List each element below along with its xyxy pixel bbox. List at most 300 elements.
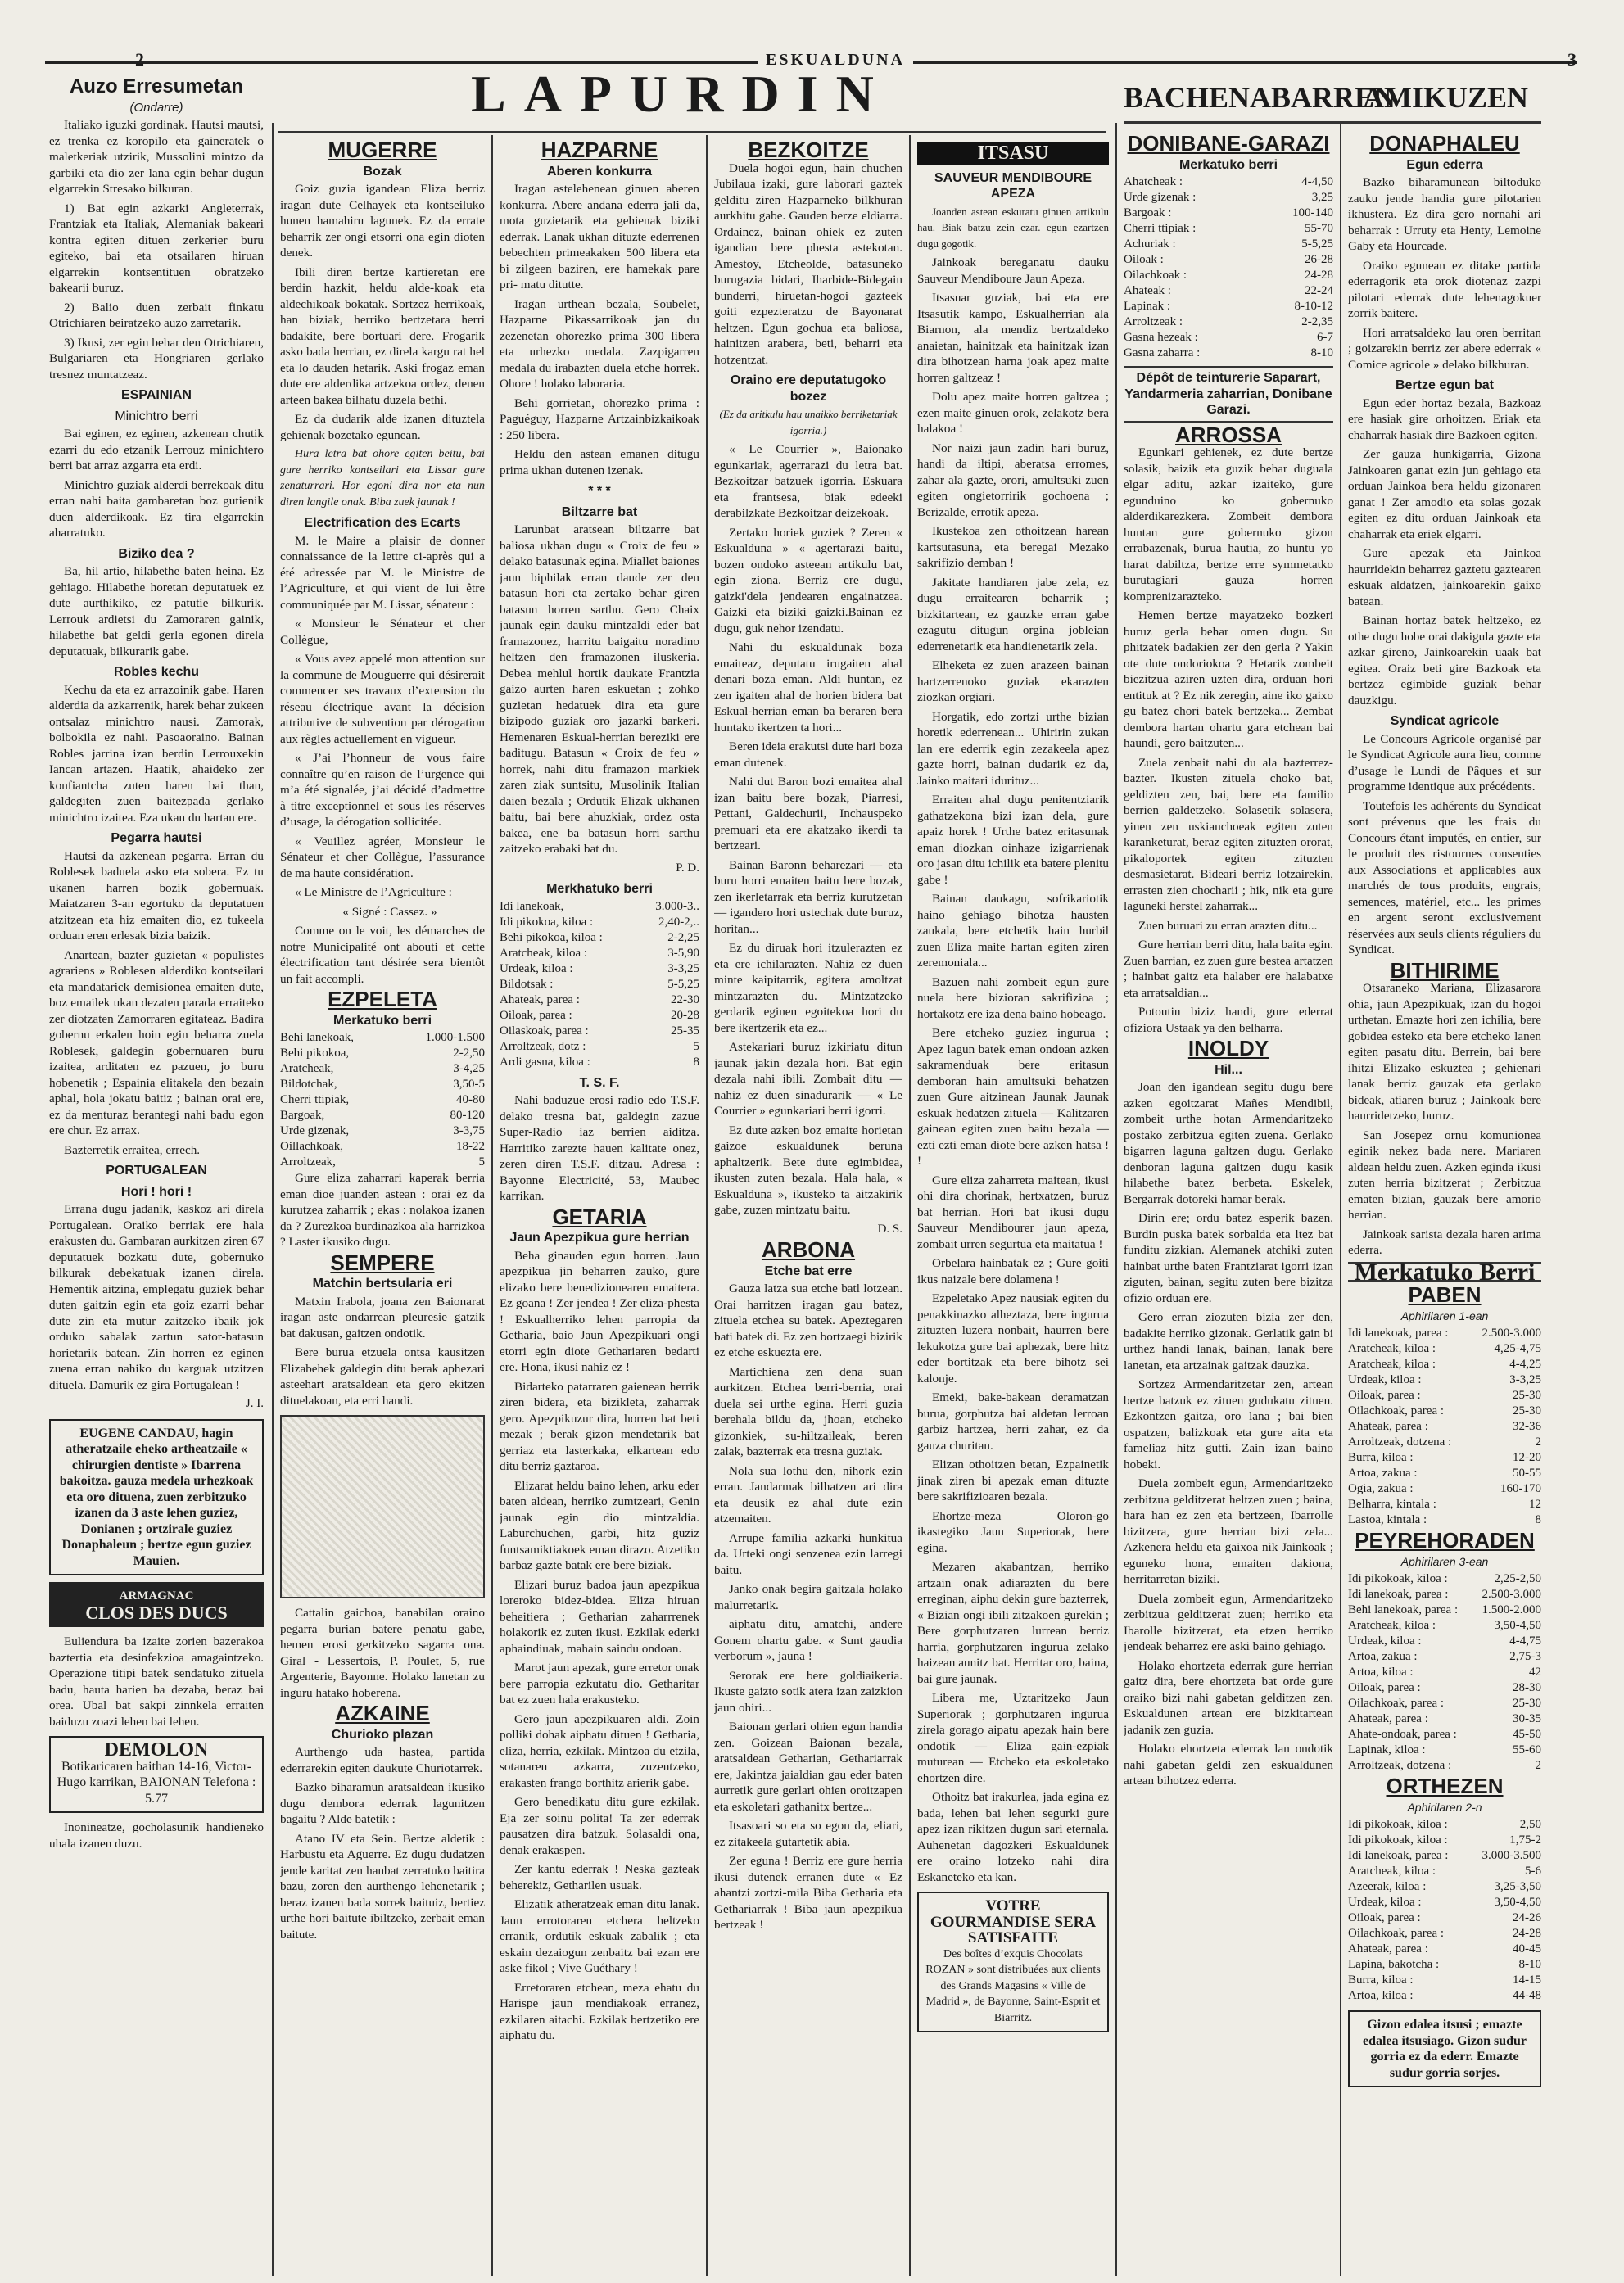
market-price: 3.000-3.500 — [1482, 1849, 1541, 1862]
market-price: 32-36 — [1513, 1420, 1541, 1433]
market-price: 8-10-12 — [1294, 300, 1333, 313]
paragraph: Elizan othoitzen betan, Ezpainetik jinak ziren bi apezak eman dituzte bere sakrifizioaren bezala. — [917, 1458, 1109, 1503]
market-price: 3,25 — [1311, 191, 1333, 204]
paragraph: aiphatu ditu, amatchi, andere Gonem ohartu gabe. « Sunt gaudia verborum », jauna ! — [714, 1617, 902, 1663]
paragraph: Holako ehortzeta ederrak gure herrian gaitz dira, bere ehortzeta bat orde gure oraiko bizi nahi gabetan gelditzen zen. Eskualdunen artean ere bizkitartean jadanik zen guzia. — [1124, 1658, 1333, 1737]
subheading: Aberen konkurra — [546, 164, 653, 179]
section-heading: Merkatuko Berri — [1348, 1262, 1541, 1283]
market-row — [1348, 1988, 1541, 2004]
market-item: Aratcheak, kiloa : — [1348, 1342, 1436, 1355]
market-item: Artoa, zakua : — [1348, 1650, 1418, 1663]
market-price: 1.000-1.500 — [425, 1031, 485, 1044]
subheading: Etche bat erre — [764, 1264, 853, 1278]
market-table — [280, 1030, 485, 1170]
paragraph: Larunbat aratsean biltzarre bat baliosa ukhan dugu « Croix de feu » delako batasunak egina. Miallet baiones jaun biphilak erran daude zer den batasun hori eta zertako behar giren batasun horren sarthu. Gero Chaix jaunak egin dauku mintzaldi eder bat framazonez, harritu baigaitu noradino heltzen den framazonen iluskeria. Debea mehlul hortik daukate Frantzia gaizo aurten haren eskuetan ; zohko guzietan hedatuek dira eta gure bizipodo guziak oro jazarki barkeri. Hemenaren Eskual-herrian bereziki ere baditugu. Batasun « Croix de feu » horrek, nahi ditu framazon markiek zaren ziak suntsitu, Musolinik Italian daien bezala ; Ordutik Elizak ukhanen baitu, bai bere ahuzkiak, ordez osta bakea, ene ba batasun horri sarthu zaitzeko erabaki bat du. — [500, 522, 699, 856]
market-row — [1348, 1341, 1541, 1357]
paragraph: Nahi dut Baron bozi emaitea ahal izan baitu bere bozak, Piarresi, Pettani, Galdechurii, Inchauspeko premuari eta ere akatzako ikerdi ta bertzeari. — [714, 775, 902, 852]
paragraph: Bere burua etzuela ontsa kausitzen Elizabehek galdegin ditu berak aphezari asteehart aratsaldean eta gero ekitzen dituelakoan, eta erri handi. — [280, 1345, 485, 1408]
paragraph: Janko onak begira gaitzala holako malurretarik. — [714, 1582, 902, 1612]
market-item: Urde gizenak, — [280, 1124, 350, 1137]
market-price: 14-15 — [1513, 1973, 1541, 1987]
market-date: Aphirilaren 3-ean — [1400, 1554, 1489, 1568]
paragraph: Gero erran ziozuten bizia zer den, badakite herriko gizonak. Gerlatik gain bi urthez handi lanak, bainan, lanak bere lanetan, eta artzainak gaitzak dauzka. — [1124, 1310, 1333, 1372]
market-item: Cherri ttipiak, — [280, 1093, 350, 1106]
market-row — [500, 961, 699, 977]
market-price: 2.500-3.000 — [1482, 1327, 1541, 1340]
market-item: Belharra, kintala : — [1348, 1498, 1436, 1511]
paragraph: Zer kantu ederrak ! Neska gazteak beherekiz, Getharilen usuak. — [500, 1862, 699, 1892]
paragraph: Potoutin biziz handi, gure ederrat ofiziora Ustaak ya den belharra. — [1124, 1005, 1333, 1035]
subheading: Oraino ere deputatugoko bozez — [730, 373, 887, 404]
market-price: 20-28 — [671, 1008, 699, 1022]
market-price: 3,50-4,50 — [1494, 1896, 1541, 1909]
paragraph: Le Concours Agricole organisé par le Syndicat Agricole aura lieu, comme d’usage le Lundi de Pâques et sur programme identique aux précédents. — [1348, 731, 1541, 793]
market-item: Urdeak, kiloa : — [1348, 1634, 1422, 1648]
paragraph: Bai eginen, ez eginen, azkenean chutik ezarri du edo etzanik Lerrouz minichtero berri bat arraz azgarra eta erdi. — [49, 427, 264, 472]
paragraph: Bidarteko patarraren gaienean herrik ziren bidera, eta bizikleta, zaharrak gero. Apezpikuzur dira, horren bat beti mezak ; berak gizon mendetarik bat gerriaz eta lasterkaka, elkartean edo ditu berriz gaztaroa. — [500, 1379, 699, 1473]
market-price: 100-140 — [1292, 206, 1333, 219]
paragraph: Ez da dudarik alde izanen dituztela gehienak bozetako egunean. — [280, 412, 485, 442]
market-item: Arroltzeak, dotzena : — [1348, 1435, 1452, 1449]
paragraph: « J’ai l’honneur de vous faire connaître qu’en raison de l’urgence qui m’a été signalée, j’ai décidé d’admettre à titre exceptionnel et sous les réserves d’usage, la dérogation sollicitée. — [280, 751, 485, 829]
paragraph: Erretoraren etchean, meza ehatu du Harispe jaun mendiakoak erranez, ezkilaren aitachi. Ezkilak bertzetiko ere aiphatu du. — [500, 1980, 699, 2042]
subheading: Bertze egun bat — [1395, 378, 1494, 392]
article-note: (Ez da aritkulu hau unaikko berriketariak igorria.) — [719, 408, 898, 436]
subheading: Hori ! hori ! — [120, 1184, 192, 1199]
market-item: Idi lanekoak, parea : — [1348, 1849, 1449, 1862]
column-separator — [491, 135, 493, 2276]
column-separator — [1340, 123, 1341, 2276]
market-item: Oiloak, parea : — [1348, 1389, 1421, 1402]
market-price: 1.500-2.000 — [1482, 1603, 1541, 1616]
market-price: 3-3,25 — [667, 961, 699, 975]
paragraph: « Le Courrier », Baionako egunkariak, agerrarazi du letra bat. Bezkoitzar batzuek igorria. Eskuara eta frantsesa, biak edeeki derabilzkate Bezkoitzar deizekoak. — [714, 442, 902, 520]
signature: D. S. — [877, 1222, 902, 1236]
paragraph: Ibili diren bertze kartieretan ere berdin hazkit, heldu alde-koak eta aldechikoak bokatak. Sortzez herrikoak, han biziak, herriko bertzetara herri badakite, bere bortuari dere. Frogarik asko bada herrian, ez direla kargu rat hel eta lo dauden hetarik. Aski frogaz eman dute ere alderdika artzekoa ordez, denen arteen bakea bilhatu duzela bethi. — [280, 264, 485, 407]
column-separator — [706, 135, 708, 2276]
market-item: Oilachkoak, parea : — [1348, 1404, 1445, 1417]
page-title: LAPURDIN — [471, 65, 892, 123]
market-row — [280, 1030, 485, 1046]
subheading: Syndicat agricole — [1390, 714, 1500, 728]
market-date: Aphirilaren 1-ean — [1400, 1309, 1489, 1322]
market-item: Achuriak : — [1124, 237, 1176, 251]
market-item: Arroltzeak, dotzena : — [1348, 1759, 1452, 1772]
paragraph: Duela hogoi egun, hain chuchen Jubilaua izaki, gure laborari gaztek gelditu ziren Hazparneko bilkhuran aurkhitu gabe. Gauden berze eldiarra. Ordainez, bainan ohiek ez zuten igandian bere phesta astekotan. Amestoy, Etcheolde, batasuneko burugazia bidari, Iharbide-Bidegain bunderri, hiruetan-hogoi gazteek goiti ezpezteratzu de Bayonarat heltzen. Egun gochua eta baliosa, hainitzen arabera, beti, beharri eta hotzentzat. — [714, 160, 902, 367]
paragraph: 1) Bat egin azkarki Angleterrak, Frantziak eta Italiak, Alemaniak bakeari kontra egiten dituen zerkerier buru egiteko, bai eta otsailaren hiruan elgarrekin kontsentituen obratzeko bakearii buruz. — [49, 201, 264, 295]
market-price: 3.000-3.. — [655, 899, 699, 913]
market-row — [1348, 1879, 1541, 1895]
paragraph: Nahi baduzue erosi radio edo T.S.F. delako tresna bat, galdegin zazue Super-Radio iaz berrien aiditza. Harritiko zarezte hauen kalitate onez, zeren diren T.S.F. ditzau. Adresa : Bayonne Electricité, 53, Maubec karrikan. — [500, 1093, 699, 1203]
market-row — [1348, 1326, 1541, 1341]
market-row — [280, 1155, 485, 1170]
section-heading: ESPAINIAN — [121, 388, 192, 402]
advertisement: Gizon edalea itsusi ; emazte edalea itsusiago. Gizon sudur gorria ez da ederr. Emazte sudur gorria sorjes. — [1348, 2010, 1541, 2087]
column-6 — [1124, 131, 1333, 2276]
market-item: Ahate-ondoak, parea : — [1348, 1728, 1457, 1741]
subheading: Pegarra hautsi — [111, 831, 202, 845]
market-row — [500, 899, 699, 915]
paragraph: Orbelara hainbatak ez ; Gure goiti ikus naizale bere dolamena ! — [917, 1256, 1109, 1286]
market-item: Ahateak : — [1124, 284, 1171, 297]
market-price: 3-5,90 — [667, 946, 699, 960]
paragraph: Itsasoari so eta so egon da, eliari, ez zitakeela gutartetik abia. — [714, 1819, 902, 1849]
market-item: Behi lanekoak, parea : — [1348, 1603, 1459, 1616]
market-price: 3,50-4,50 — [1494, 1619, 1541, 1632]
market-item: Ahateak, parea : — [1348, 1712, 1428, 1725]
market-row — [1348, 1450, 1541, 1466]
market-price: 4-4,75 — [1509, 1634, 1541, 1648]
subheading: Robles kechu — [113, 665, 200, 679]
market-item: Azeerak, kiloa : — [1348, 1880, 1427, 1893]
market-row — [1124, 346, 1333, 361]
paragraph: Holako ehortzeta ederrak lan ondotik nahi gabetan geldi zen eskualdunen artean bihotzez ederra. — [1124, 1742, 1333, 1788]
market-price: 5 — [693, 1039, 699, 1053]
town-heading: PABEN — [1408, 1282, 1482, 1307]
subheading: Biziko dea ? — [118, 546, 195, 561]
paragraph: Marot jaun apezak, gure erretor onak bere parropia ezkutatu dio. Getharitar bat ez zuen hala erakusteko. — [500, 1661, 699, 1707]
market-price: 2-2,50 — [453, 1047, 485, 1060]
market-item: Urdeak, kiloa : — [500, 961, 573, 975]
subheading: Jaun Apezpikua gure herrian — [509, 1231, 690, 1245]
market-row — [1348, 1942, 1541, 1957]
column-separator — [909, 135, 911, 2276]
paragraph: Jakitate handiaren jabe zela, ez dugu erraitearen beharrik ; bizkitartean, ez gauzke erran gabe ezagutu ditugun orgina jobleian ederrenetarik eta handienetarik zela. — [917, 575, 1109, 653]
market-item: Oiloak, parea : — [500, 1008, 572, 1022]
market-row — [280, 1092, 485, 1108]
market-row — [1348, 1957, 1541, 1973]
advertisement: EUGENE CANDAU, hagin atheratzaile eheko artheatzaile « chirurgien dentiste » Ibarrena bakoitza. gauza medela urhezkoak eta oro dituena, zuen zerbitzuko izanen da 3 aste lehen guziez, Donianen ; ortzirale guziez Donaphaleun ; bertze egun guziez Mauien. — [49, 1419, 264, 1576]
market-price: 8 — [1535, 1513, 1541, 1526]
market-price: 3-4,25 — [453, 1062, 485, 1075]
subheading: Merkhatuko berri — [546, 882, 653, 896]
market-row — [1348, 1618, 1541, 1634]
market-item: Aratcheak, — [280, 1062, 334, 1075]
market-item: Oillachkoak, — [280, 1140, 344, 1153]
market-item: Artoa, kiloa : — [1348, 1989, 1414, 2002]
paragraph: Zuela zenbait nahi du ala bazterrez-bazter. Ikusten zituela choko bat, geldizten zen, bai, bere eta familio berrien galdetzeko. Solasetik solasera, yinen zen uskianchoeak egiten zuten karanketurat, beraz egiten zituzten ororat, pikaloportek egiten zituzten desmasietarat. Bideari berriz lotzairekin, errasten zien chocharii ; hik, nik eta gure laguneki herstel zaharrak... — [1124, 755, 1333, 913]
market-row — [1124, 237, 1333, 252]
market-row — [500, 1008, 699, 1024]
market-item: Aratcheak, kiloa : — [1348, 1358, 1436, 1371]
paragraph: Zer eguna ! Berriz ere gure herria ikusi dutenek erranen dute « Ez ahantzi zortzi-mila Biba Getharia eta Gethariarrak ! Biba jaun apezpikua bertzeak ! — [714, 1854, 902, 1932]
market-price: 2,75-3 — [1509, 1650, 1541, 1663]
market-row — [1348, 1512, 1541, 1528]
subheading: T. S. F. — [579, 1075, 620, 1090]
market-price: 5-5,25 — [1301, 237, 1333, 251]
market-item: Arroltzeak, — [280, 1155, 336, 1169]
town-heading: AZKAINE — [335, 1701, 430, 1725]
paragraph: Elheketa ez zuen arazeen bainan hartzerrenoko guziak ekarazten ziozkan orgiari. — [917, 658, 1109, 704]
paragraph: « Vous avez appelé mon attention sur la commune de Mouguerre qui désirerait commencer ses travaux d’extension du réseau électrique avant la décision attributive de subvention par dérogation aux règles actuellement en vigueur. — [280, 652, 485, 746]
market-item: Idi lanekoak, parea : — [1348, 1327, 1449, 1340]
market-price: 3,50-5 — [453, 1078, 485, 1091]
market-row — [280, 1123, 485, 1139]
market-row — [280, 1108, 485, 1123]
town-heading: HAZPARNE — [541, 138, 658, 162]
subheading: Merkatuko berri — [1178, 157, 1278, 172]
town-heading: ARROSSA — [1174, 422, 1282, 447]
market-table — [500, 899, 699, 1070]
paragraph: Errana dugu jadanik, kaskoz ari direla Portugalean. Oraiko berriak ere hala erakusten du. Gambaran aurkitzen ziren 67 deputatuek bozkatu dute, gobernuko bilkurak debekatuak izanen direla. Hementik aitzina, emplegatu guziek behar duten gaitzin egin eta goiz ezarri behar dute zin eta mutur zaitzeko ibaik jok orduko sabalak zartun sator-batasun horietarik batean. Zin horren ez eginen zuena erran nahiko du karguak utzitzen dituela. Damurik ez gira Portugalean ! — [49, 1202, 264, 1392]
market-item: Artoa, zakua : — [1348, 1467, 1418, 1480]
market-row — [500, 977, 699, 992]
signature: P. D. — [676, 861, 699, 875]
paragraph: Emeki, bake-bakean deramatzan burua, gorphutza bai aldetan lerroan garbiz hartzea, herri zahar, ez da gauza churitan. — [917, 1390, 1109, 1453]
market-table — [1348, 1817, 1541, 2004]
paragraph: Bazko biharamunean biltoduko zauku jende handia gure pilotarien ikhustera. Ez dira gero nornahi ari beharrak : Urruty eta Henty, Lemoine Gaby eta Hourcade. — [1348, 175, 1541, 253]
paragraph: Beren ideia erakutsi dute hari boza eman dutenek. — [714, 739, 902, 770]
market-row — [1348, 1665, 1541, 1680]
market-price: 28-30 — [1513, 1681, 1541, 1694]
market-item: Urdeak, kiloa : — [1348, 1896, 1422, 1909]
market-price: 50-55 — [1513, 1467, 1541, 1480]
market-row — [1348, 1497, 1541, 1512]
quote: Hura letra bat ohore egiten beitu, bai gure herriko kontseilari eta Lissar gure zenaturrari. Hor egoni dira nor eta nun diren langile onak. Biba zuek jaunak ! — [280, 448, 485, 509]
paragraph: Dirin ere; ordu batez esperik bazen. Burdin puska batek sorbalda eta ltez bat funditu zizkian. Alemanek atchiki zuten hainbat urthe baten Frantziarat igorri izan ziguten, bainan, segitu zuten bere bizitza ofizio orduan ere. — [1124, 1211, 1333, 1305]
market-item: Idi pikokoak, kiloa : — [1348, 1818, 1448, 1831]
market-price: 5-6 — [1525, 1865, 1541, 1878]
paragraph: Nahi du eskualdunak boza emaiteaz, deputatu irugaiten ahal denari boza eman. Aldi huntan, ez zen igaiten ahal de horien bidera bat Eskual-herrian eman ba beraren bera huntako ikertzen ta hori... — [714, 640, 902, 735]
market-price: 3-3,75 — [453, 1124, 485, 1137]
paragraph: Inonineatze, gocholasunik handieneko uhala izanen duzu. — [49, 1820, 264, 1851]
market-row — [1348, 1419, 1541, 1435]
market-item: Urde gizenak : — [1124, 191, 1197, 204]
page-number-left: 2 — [135, 49, 144, 70]
market-price: 8 — [693, 1055, 699, 1069]
market-price: 42 — [1529, 1666, 1541, 1679]
paragraph: Iragan astelehenean ginuen aberen konkurra. Abere andana ederra jali da, mota guzietarik eta gehienak biziki ederrak. Lanak ukhan dituzte ederrenen bebechten primeakaken 500 libera eta bi zilgeen baziren, ere hamekak pare pri- matu ditutte. — [500, 182, 699, 292]
market-item: Idi pikokoak, kiloa : — [1348, 1572, 1448, 1585]
market-row — [1348, 1895, 1541, 1910]
market-row — [1348, 1372, 1541, 1388]
separator-stars: * * * — [588, 484, 611, 498]
town-heading: SEMPERE — [330, 1250, 435, 1275]
market-row — [500, 930, 699, 946]
market-item: Behi pikokoa, — [280, 1047, 350, 1060]
advertisement — [49, 1736, 264, 1813]
paragraph: Othoitz bat irakurlea, jada egina ez bada, lehen bai lehen segurki gure apez izan rikitzen dugun sari eternala. Auhenetan dagozkeri Eskualdunek ere oraino lotzeko nahi dira Eskaneteko eta kan. — [917, 1790, 1109, 1884]
market-row — [1348, 1357, 1541, 1372]
market-item: Urdeak, kiloa : — [1348, 1373, 1422, 1386]
market-row — [500, 1055, 699, 1070]
paragraph: Libera me, Uztaritzeko Jaun Superiorak ; gorphutzaren ingurua zirela gorago aipatu apezak hain bere ondotik — Eliza gain-ezpiak muturean — Etcheko eta eskoletako ehortzen dire. — [917, 1691, 1109, 1785]
market-price: 24-28 — [1513, 1927, 1541, 1940]
market-row — [1348, 1758, 1541, 1774]
paragraph: Bainan Baronn beharezari — eta buru horri emaiten baitu bere bozak, zen ikerletarrak eta berriz kurutzetan — igandero hori ustechak dute buruz, horitan... — [714, 857, 902, 936]
market-row — [280, 1061, 485, 1077]
masthead-underline — [278, 131, 1106, 133]
market-item: Oilaskoak, parea : — [500, 1024, 589, 1038]
market-item: Lapinak, kiloa : — [1348, 1743, 1426, 1756]
paragraph: Bainan daukagu, sofrikariotik haino gehiago bihotza hausten zaukala, bere etchetik hain hurbil zuen Eliza maite hartan egiten ziren zeremoniala... — [917, 892, 1109, 970]
column-4 — [714, 138, 902, 2276]
town-heading: DONIBANE-GARAZI — [1127, 131, 1330, 156]
market-item: Gasna zaharra : — [1124, 346, 1201, 359]
region-bachenabarren: BACHENABARREN — [1124, 81, 1396, 114]
market-table — [1348, 1326, 1541, 1528]
paragraph: 2) Balio duen zerbait finkatu Otrichiaren beiratzeko auzo zarretarik. — [49, 300, 264, 330]
subheading: Biltzarre bat — [561, 504, 638, 519]
subheading: Merkatuko berri — [332, 1013, 432, 1028]
market-price: 12-20 — [1513, 1451, 1541, 1464]
market-price: 30-35 — [1513, 1712, 1541, 1725]
subheading: Churioko plazan — [331, 1727, 434, 1742]
market-item: Idi pikokoa, kiloa : — [500, 915, 594, 929]
paragraph: Duela zombeit egun, Armendaritzeko zerbitzua gelditzerat heltzen zuen ; baina, hara han ez zen eta bertzeen, Ibarrolle bizitzera, gure herrian bizi zela... Azkenera heldu eta gaixoa nik Jainkoak ; eguneko hona, emaiten dakiona, herritarretan biziki. — [1124, 1476, 1333, 1586]
market-price: 40-45 — [1513, 1942, 1541, 1955]
market-row — [1124, 330, 1333, 346]
paragraph: Bere etcheko guziez ingurua ; Apez lagun batek eman ondoan azken sakramenduak bere eritasun demboran hain amultsuki behatzen zuen Gure aitzinean Jaunak Jaunak eskuak hedatzen zituela — Kalitzaren gainean egiten zuen baitu bezala — ezti ezti eman diote bere azken hatsa ! ! — [917, 1026, 1109, 1168]
market-price: 12 — [1529, 1498, 1541, 1511]
paragraph: Bazko biharamun aratsaldean ikusiko dugu dembora ederrak lagunitzen bagaitu ? Alde batetik : — [280, 1780, 485, 1826]
market-item: Artoa, kiloa : — [1348, 1666, 1414, 1679]
subheading: Matchin bertsularia eri — [312, 1277, 453, 1291]
column-5 — [917, 138, 1109, 2276]
market-item: Bildotchak, — [280, 1078, 337, 1091]
market-row — [500, 1039, 699, 1055]
paragraph: Gure herrian berri ditu, hala baita egin. Zuen barrian, ez zuen gure bestea artatzen ; hainbat gaitz eta halaber ere halabatxe eta arratsaldian... — [1124, 938, 1333, 1000]
newspaper-name: ESKUALDUNA — [758, 51, 913, 70]
market-row — [1348, 1817, 1541, 1833]
paragraph: Ikustekoa zen othoitzean harean kartsutasuna, eta beregai Mezako sakrifizio demban ! — [917, 524, 1109, 570]
town-heading: EZPELETA — [328, 987, 437, 1011]
ad-line: DEMOLON — [104, 1739, 209, 1761]
column-2 — [280, 138, 485, 2276]
market-price: 6-7 — [1317, 331, 1333, 344]
town-heading: BITHIRIME — [1390, 957, 1500, 983]
market-price: 80-120 — [450, 1109, 485, 1122]
paragraph: Iragan urthean bezala, Soubelet, Hazparne Pikassarrikoak jan du zezenetan ohorezko prima 300 libera eta urhezko medala. Zazpigarren medala du irabazten duela etche horrek. Ohore ! holako laboraria. — [500, 296, 699, 391]
paragraph: Hori arratsaldeko lau oren berritan ; goizarekin berriz zer abere ederrak « Comice agricole » delako bilkhuran. — [1348, 325, 1541, 372]
market-item: Gasna hezeak : — [1124, 331, 1198, 344]
paragraph: Ez dute azken boz emaite horietan gaizoe eskualdunek beruna aphaltzerik. Bete dute egimbidea, ikusten zuten bezala. Hala hala, « Eskualduna », ikusteko ta aitzakirik gabe, zuzen mintzatu baitu. — [714, 1123, 902, 1217]
subheading: Egun ederra — [1406, 157, 1483, 172]
paragraph: 3) Ikusi, zer egin behar den Otrichiaren, Bulgariaren eta Hongriaren gerlako tresnez muntatzeaz. — [49, 335, 264, 382]
market-price: 45-50 — [1513, 1728, 1541, 1741]
market-row — [1348, 1435, 1541, 1450]
market-price: 25-35 — [671, 1024, 699, 1038]
paragraph: Goiz guzia igandean Eliza berriz iragan dute Celhayek eta kontseiluko hunen hamahiru lagunek. Ez da errate beharrik zer ongi etsorri ona egin dioten denek. — [280, 182, 485, 260]
paragraph: Martichiena zen dena suan aurkitzen. Etchea berri-berria, orai duela sei urthe egina. Herri guzia berehala bildu da, jhoan, etcheko gizonkiek, su-hiltzaileak, beren zalak, bazterrak eta tresna guziak. — [714, 1364, 902, 1458]
paragraph: Joan den igandean segitu dugu bere azken egoitzarat Mañes Mendibil, zombeit urthe hotan Armendaritzeko postako zerbitzua egiten zuena. Gerlako bigarren laguna galtzen dugu. Gerlako denboran laguna galtzen dugu kasik hilabethe batez berbeta. Eskelek, Bergarrak dotoreki hamar berak. — [1124, 1080, 1333, 1206]
market-item: Aratcheak, kiloa : — [1348, 1865, 1436, 1878]
market-table — [1124, 174, 1333, 361]
market-item: Ahateak, parea : — [1348, 1942, 1428, 1955]
market-row — [1348, 1833, 1541, 1848]
town-heading: BEZKOITZE — [748, 138, 869, 162]
market-item: Aratcheak, kiloa : — [500, 946, 588, 960]
paragraph: Ehortze-meza Oloron-go ikastegiko Jaun Superiorak, bere egina. — [917, 1508, 1109, 1555]
paragraph: Matxin Irabola, joana zen Baionarat iragan aste ondarrean pleuresie gatzik bat dakusan, gaitzen ondotik. — [280, 1294, 485, 1340]
market-item: Lapinak : — [1124, 300, 1171, 313]
market-row — [1348, 1404, 1541, 1419]
market-price: 2 — [1535, 1435, 1541, 1449]
market-item: Oilachkoak : — [1124, 269, 1187, 282]
market-item: Idi lanekoak, — [500, 899, 564, 913]
market-price: 24-26 — [1513, 1911, 1541, 1924]
ad-text: Des boîtes d’exquis Chocolats ROZAN » sont distribuées aux clients des Grands Magasins « Ville de Madrid », de Bayonne, Saint-Esprit et Biarritz. — [925, 1947, 1101, 2024]
market-row — [500, 992, 699, 1008]
market-price: 26-28 — [1305, 253, 1333, 266]
market-price: 2,40-2,.. — [658, 915, 699, 929]
market-row — [1124, 174, 1333, 190]
market-item: Oilachkoak, parea : — [1348, 1697, 1445, 1710]
paragraph: Ezpeletako Apez nausiak egiten du penakkinazko alheztaza, bere ingurua zituzten luzera nonbait, haurren bere lekukotza gure bai aphezak, bere hitz eder bortitzak eta bere bihotz sei kalonje. — [917, 1291, 1109, 1386]
market-item: Idi lanekoak, parea : — [1348, 1588, 1449, 1601]
paragraph: M. le Maire a plaisir de donner connaissance de la lettre ci-après qui a été adressée par M. le Ministre de l’Agriculture, et qui vient de lui être communiquée par M. Lissar, sénateur : — [280, 533, 485, 612]
paragraph: Bazterretik erraitea, errech. — [64, 1142, 201, 1157]
paragraph: Zuen buruari zu erran arazten ditu... — [1138, 918, 1318, 933]
paragraph: Sortzez Armendaritzetar zen, artean bertze batzuk ez zituen gudukatu zituen. Ezkontzen gaitza, oro lana ; bai bien ospatzen, balizkoak eta gure aita eta fameliaz hitz gutti. Zain izan baino hobeki. — [1124, 1377, 1333, 1472]
market-row — [1124, 268, 1333, 283]
paragraph: Horgatik, edo zortzi urthe bizian horetik ederrenean... Uhiririn zukan lan ere ederrik egin zezakeela apez gazte horri, bainan dudarik ez da, Jainko maitari idurituz... — [917, 709, 1109, 788]
market-row — [1348, 1910, 1541, 1926]
market-price: 55-70 — [1305, 222, 1333, 235]
paragraph: Nor naizi jaun zadin hari buruz, handi da iltipi, aberatsa erromes, zahar ala gazte, orori, amultsuki zuen egiten ongietorririk gochoena ; Berizalde, errotik apeza. — [917, 441, 1109, 519]
market-item: Ahateak, parea : — [500, 992, 580, 1006]
market-price: 5 — [478, 1155, 485, 1169]
paragraph: Egun eder hortaz bezala, Bazkoaz ere hasiak gire orhoitzen. Eriak eta chaharrak hasiak dire Bazkoen egiten. — [1348, 396, 1541, 442]
market-item: Oiloak : — [1124, 253, 1164, 266]
column-7 — [1348, 131, 1541, 2276]
market-price: 4-4,50 — [1301, 175, 1333, 188]
paragraph: Aurthengo uda hastea, partida ederrarekin egiten daukute Churiotarrek. — [280, 1745, 485, 1775]
market-row — [500, 946, 699, 961]
market-price: 22-30 — [671, 992, 699, 1006]
market-price: 2-2,25 — [667, 930, 699, 944]
market-price: 24-28 — [1305, 269, 1333, 282]
advertisement: Cattalin gaichoa, banabilan oraino pegarra burian batere penatu gabe, hemen erosi gerkitzeko sagarra ona. Giral - Lessertois, P. Poulet, 5, rue Argenterie, Bayonne. Holako lanetan zu inguru hatako hoberena. — [280, 1606, 485, 1700]
subheading: Electrification des Ecarts — [304, 516, 461, 530]
paragraph: Elizari buruz badoa jaun apezpikua loreroko bidez-bidea. Eliza hiruan beheitiera ; Getharian zaharrrenek holakorik ez zuten ikusi. Ezkilak ederki aphaindiuak, mahain saindu ondoan. — [500, 1577, 699, 1656]
town-heading: ARBONA — [761, 1237, 856, 1262]
paragraph: Elizatik atheratzeak eman ditu lanak. Jaun errotoraren etchera heltzeko erranik, ordutik eskuak zabalik ; eta eskain dezaiogun zenbaitz bai ezan ere aske fikol ; Vive Guéthary ! — [500, 1897, 699, 1975]
paragraph: Gure apezak eta Jainkoa haurridekin beharrez gaztetu gaztearen eskuak aldatzen, jainkoarekin gaixo batean. — [1348, 546, 1541, 608]
article-title: Auzo Erresumetan — [69, 75, 244, 97]
market-row — [280, 1046, 485, 1061]
ad-line: Botikaricaren baithan 14-16, Victor-Hugo karrikan, BAIONAN Telefona : 5.77 — [57, 1759, 256, 1806]
market-row — [1348, 1649, 1541, 1665]
paragraph: Minichtro guziak alderdi berrekoak ditu erran nahi baita gambaretan boz gutienik duen alderdikoak. Ez tira elgarrekin aharratuko. — [49, 477, 264, 540]
market-price: 2,50 — [1519, 1818, 1541, 1831]
paragraph: Dolu apez maite horren galtzea ; ezen maite ginuen orok, zelakotz bera halakoa ! — [917, 390, 1109, 436]
town-heading: INOLDY — [1187, 1036, 1269, 1060]
paragraph: San Josepez ornu komunionea eginik nekez bada nere. Mariaren aldean heldu zuen. Azken eginda ikusi zuten herria bizitzerat ; Zerbitzua ematen bizian, gauzak bere amorio herrian. — [1348, 1128, 1541, 1222]
ad-headline: VOTRE GOURMANDISE SERA SATISFAITE — [930, 1897, 1097, 1946]
paragraph: Atano IV eta Sein. Bertze aldetik : Harbustu eta Aguerre. Ez dugu dudatzen jende karitat zen hanbat zerratuko baitira bazu, zoren den aurthengo lehenetarik ; beraz izanen bada sorrek baituiz, bertiez urthe hori baitute ibiltzeko, zerbait eman baitute. — [280, 1831, 485, 1942]
market-item: Burra, kiloa : — [1348, 1451, 1414, 1464]
paragraph: Erraiten ahal dugu penitentziarik gathatzekona bizi izan dela, gure apaiz horek ! Urthe batez eritasunak eman diozkan oinhaze izigarrienak oro jasan ditu ichilik eta batere plenitu gabe ! — [917, 793, 1109, 887]
market-item: Oiloak, parea : — [1348, 1911, 1421, 1924]
advertisement: Dépôt de teinturerie Saparart, Yandarmeria zaharrian, Donibane Garazi. — [1124, 366, 1333, 423]
advertisement — [49, 1582, 264, 1627]
market-item: Idi pikokoak, kiloa : — [1348, 1833, 1448, 1847]
paragraph: Joanden astean eskuratu ginuen artikulu hau. Biak batzu zein ezar. egun ezartzen dugu gogotik. — [917, 205, 1109, 250]
market-price: 25-30 — [1513, 1697, 1541, 1710]
subheading: Minichtro berri — [115, 409, 198, 423]
subheading: Hil... — [1215, 1062, 1242, 1077]
market-item: Ahateak, parea : — [1348, 1420, 1428, 1433]
market-row — [1124, 314, 1333, 330]
paragraph: « Le Ministre de l’Agriculture : — [295, 885, 452, 899]
market-price: 2.500-3.000 — [1482, 1588, 1541, 1601]
market-table — [1348, 1571, 1541, 1774]
market-row — [1348, 1727, 1541, 1743]
paragraph: Gure eliza zaharrari kaperak berria eman dioe juanden astean : orai ez da kurutzea zaharrik ; ekas : nolakoa izanen da ? Zurezkoa burdinazkoa ala harrizkoa ? Laster ikusiko dugu. — [280, 1171, 485, 1249]
market-price: 44-48 — [1513, 1989, 1541, 2002]
market-row — [1348, 1571, 1541, 1587]
